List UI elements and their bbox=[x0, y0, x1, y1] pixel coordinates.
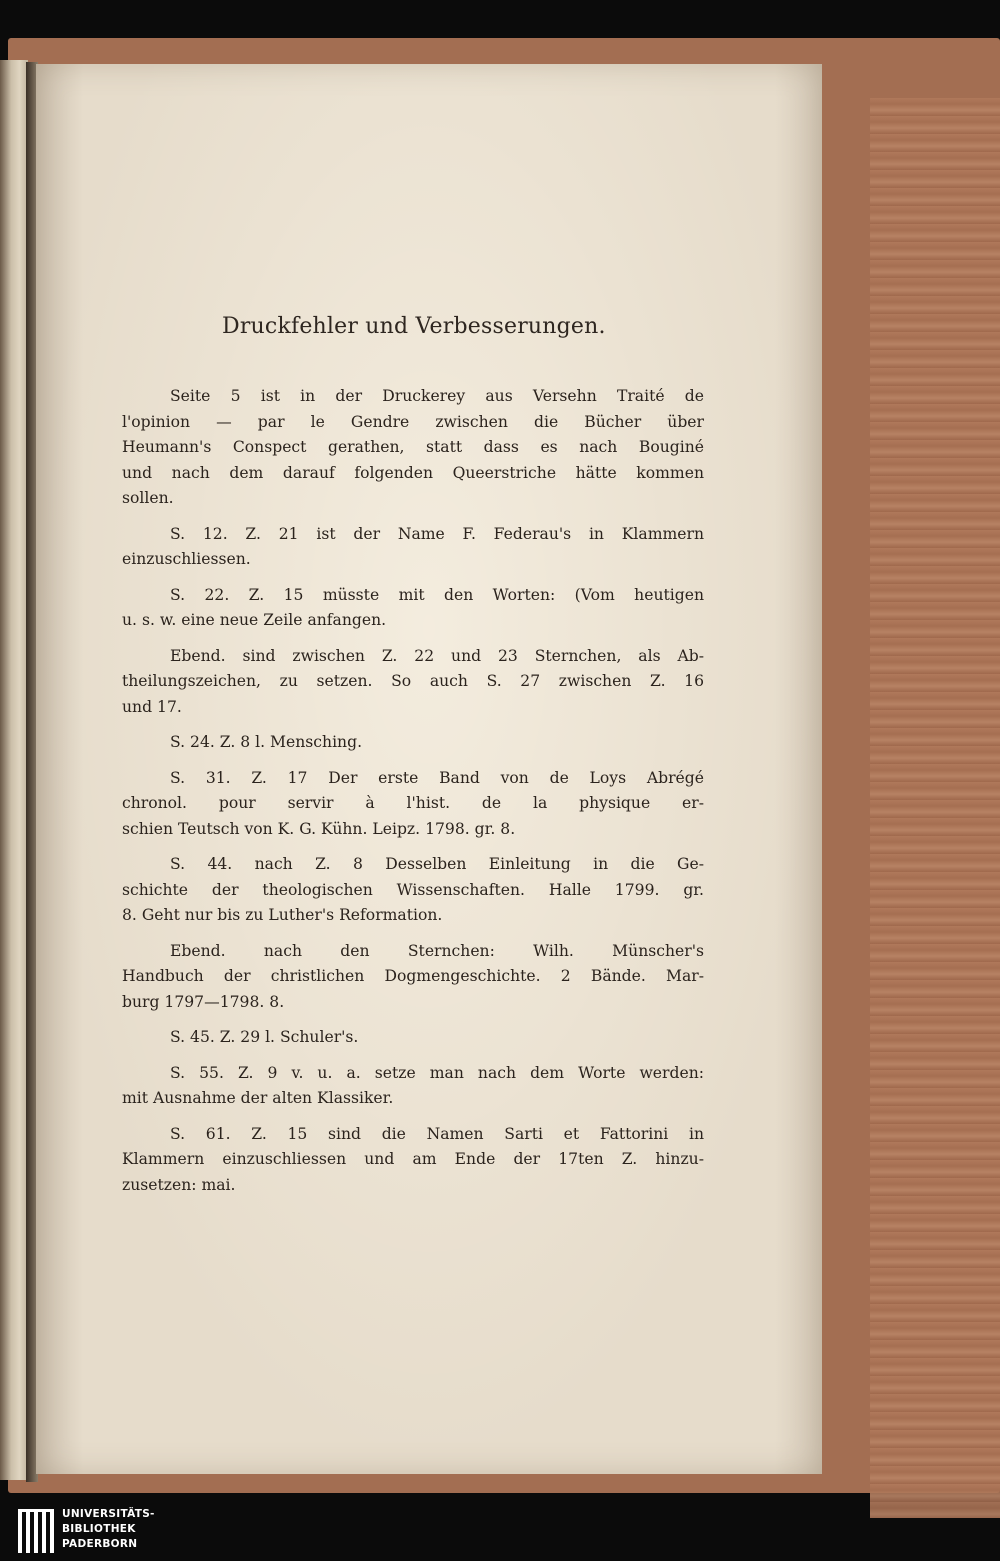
text-line: zusetzen: mai. bbox=[122, 1175, 236, 1194]
text-line: sollen. bbox=[122, 489, 174, 507]
errata-entry bbox=[122, 583, 704, 634]
logo-line: BIBLIOTHEK bbox=[62, 1523, 136, 1535]
errata-entry bbox=[122, 644, 704, 721]
errata-entry bbox=[122, 939, 704, 1016]
text-line: burg 1797—1798. 8. bbox=[122, 992, 285, 1011]
text-line: S. 45. Z. 29 l. Schuler's. bbox=[170, 1028, 359, 1046]
library-logo-icon bbox=[14, 1505, 60, 1557]
errata-entry bbox=[122, 766, 704, 843]
text-line: theilungszeichen, zu setzen. So auch S. 27 zwischen Z. 16 bbox=[122, 672, 704, 690]
text-line: schien Teutsch von K. G. Kühn. Leipz. 1798. gr. 8. bbox=[122, 819, 516, 838]
text-line: S. 61. Z. 15 sind die Namen Sarti et Fattorini in bbox=[170, 1124, 704, 1143]
text-line: S. 31. Z. 17 Der erste Band von de Loys Abrégé bbox=[170, 768, 704, 787]
errata-body bbox=[122, 384, 704, 1208]
text-line: und 17. bbox=[122, 697, 182, 716]
text-line: S. 22. Z. 15 müsste mit den Worten: (Vom heutigen bbox=[170, 585, 704, 604]
errata-entry bbox=[122, 384, 704, 512]
text-line: und nach dem darauf folgenden Queerstriche hätte kommen bbox=[122, 463, 704, 482]
text-line: Ebend. nach den Sternchen: Wilh. Münscher's bbox=[170, 941, 704, 960]
text-line: S. 55. Z. 9 v. u. a. setze man nach dem Worte werden: bbox=[170, 1063, 704, 1082]
left-page-edge bbox=[0, 60, 28, 1480]
errata-entry bbox=[122, 1061, 704, 1112]
library-logo-text bbox=[62, 1507, 155, 1552]
text-line: S. 12. Z. 21 ist der Name F. Federau's in Klammern bbox=[170, 524, 704, 543]
page-heading: Druckfehler und Verbesserungen. bbox=[222, 314, 606, 339]
logo-line: PADERBORN bbox=[62, 1538, 138, 1550]
text-line: mit Ausnahme der alten Klassiker. bbox=[122, 1089, 394, 1107]
text-line: Klammern einzuschliessen und am Ende der 17ten Z. hinzu- bbox=[122, 1150, 704, 1168]
text-line: schichte der theologischen Wissenschaften. Halle 1799. gr. bbox=[122, 880, 704, 899]
text-line: Handbuch der christlichen Dogmengeschichte. 2 Bände. Mar- bbox=[122, 967, 704, 985]
text-line: S. 24. Z. 8 l. Mensching. bbox=[170, 733, 363, 751]
text-line: Ebend. sind zwischen Z. 22 und 23 Sternchen, als Ab- bbox=[170, 646, 704, 665]
text-line: 8. Geht nur bis zu Luther's Reformation. bbox=[122, 906, 443, 924]
text-line: einzuschliessen. bbox=[122, 550, 251, 568]
errata-entry bbox=[122, 1122, 704, 1199]
text-line: u. s. w. eine neue Zeile anfangen. bbox=[122, 611, 387, 629]
errata-entry bbox=[122, 730, 704, 756]
library-logo[interactable] bbox=[8, 1503, 168, 1559]
errata-entry bbox=[122, 852, 704, 929]
errata-entry bbox=[122, 522, 704, 573]
logo-line: UNIVERSITÄTS- bbox=[62, 1508, 155, 1520]
text-line: S. 44. nach Z. 8 Desselben Einleitung in die Ge- bbox=[170, 855, 704, 873]
text-line: chronol. pour servir à l'hist. de la physique er- bbox=[122, 794, 704, 812]
text-line: l'opinion — par le Gendre zwischen die Bücher über bbox=[122, 412, 704, 431]
text-line: Seite 5 ist in der Druckerey aus Versehn Traité de bbox=[170, 387, 704, 405]
text-line: Heumann's Conspect gerathen, statt dass es nach Bouginé bbox=[122, 438, 704, 456]
cover-edge bbox=[870, 98, 1000, 1518]
errata-entry bbox=[122, 1025, 704, 1051]
